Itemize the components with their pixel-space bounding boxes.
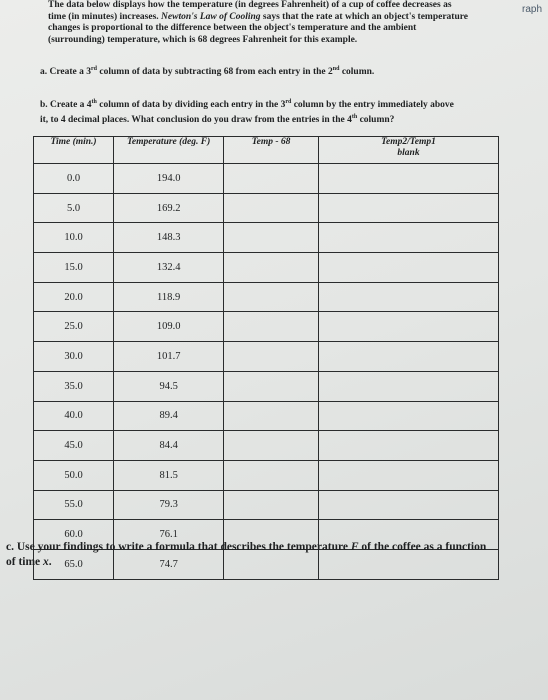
table-row [34, 223, 499, 253]
cell-time: 50.0 [34, 460, 114, 490]
part-b-sup: th [91, 99, 97, 105]
table-row [34, 371, 499, 401]
cooling-data-table [33, 136, 499, 580]
header-time: Time (min.) [34, 137, 114, 164]
cell-ratio [318, 193, 498, 223]
corner-text: raph [521, 4, 542, 15]
cell-time: 25.0 [34, 312, 114, 342]
cell-temperature: 194.0 [114, 164, 224, 194]
variable-F: F [350, 541, 359, 553]
cell-time: 40.0 [34, 401, 114, 431]
cell-time: 60.0 [34, 520, 114, 550]
cell-ratio [318, 401, 498, 431]
intro-line-3: changes is proportional to the difference between the object's temperature and the ambient [48, 23, 417, 33]
part-b-sup: th [351, 114, 358, 121]
intro-line-1: The data below displays how the temperature (in degrees Fahrenheit) of a cup of coffee decreases as [48, 0, 452, 10]
cell-temp-minus-68 [224, 490, 319, 520]
part-a-text: a. Create a 3 [40, 67, 92, 78]
cell-time: 55.0 [34, 490, 114, 520]
intro-line-4: (surrounding) temperature, which is 68 degrees Fahrenheit for this example. [48, 34, 358, 45]
variable-x: x [43, 555, 49, 568]
part-b-text: it, to [40, 115, 61, 126]
cell-ratio [318, 490, 498, 520]
header-ratio [318, 137, 498, 164]
law-name: Newton's Law of Cooling [161, 11, 261, 22]
cell-temp-minus-68 [224, 164, 319, 194]
intro-text: says that the rate at which an object's temperature [260, 11, 469, 22]
part-a-instruction [40, 66, 500, 77]
cell-temp-minus-68 [224, 282, 319, 312]
cell-time: 35.0 [34, 371, 114, 401]
cell-time: 0.0 [34, 164, 114, 194]
table-row [34, 342, 499, 372]
cell-temp-minus-68 [224, 253, 319, 283]
table-row [34, 193, 499, 223]
cell-temp-minus-68 [224, 431, 319, 461]
table-row [34, 431, 499, 461]
cell-ratio [318, 223, 498, 253]
intro-line-2 [48, 12, 508, 24]
cell-time: 30.0 [34, 342, 114, 372]
cell-ratio [318, 431, 498, 461]
cell-temp-minus-68 [224, 193, 319, 223]
header-ratio-label: Temp2/Temp1 [381, 137, 436, 147]
intro-paragraph [48, 0, 508, 46]
cell-ratio [318, 164, 498, 194]
cell-time: 45.0 [34, 431, 114, 461]
cell-temperature: 74.7 [114, 549, 224, 579]
part-b-sup: rd [285, 99, 292, 105]
cell-temperature: 169.2 [114, 193, 224, 223]
cell-temp-minus-68 [224, 312, 319, 342]
part-b-line-1 [40, 96, 510, 111]
part-b-text: . What conclusion do you draw from the entries in the 4 [126, 115, 352, 126]
part-c-text: of the coffee as a function [358, 541, 487, 553]
cell-ratio [318, 312, 498, 342]
cell-temp-minus-68 [224, 371, 319, 401]
cell-temperature: 148.3 [114, 223, 224, 253]
cell-temperature: 76.1 [114, 520, 224, 550]
cell-temperature: 132.4 [114, 253, 224, 283]
part-b-text: column of data by dividing each entry in the 3 [96, 100, 286, 111]
header-temp-minus-68: Temp - 68 [224, 137, 319, 164]
cell-ratio [318, 282, 498, 312]
cell-temp-minus-68 [224, 401, 319, 431]
cell-time: 5.0 [34, 193, 114, 223]
cell-ratio [318, 371, 498, 401]
cell-temp-minus-68 [224, 460, 319, 490]
part-b-text: column? [357, 115, 395, 126]
part-b-text: b. Create a 4 [40, 100, 92, 111]
decimal-places-emphasis: 4 decimal places [60, 115, 127, 126]
table-row [34, 253, 499, 283]
part-a-sup: rd [91, 66, 98, 72]
cell-temp-minus-68 [224, 223, 319, 253]
cell-temperature: 118.9 [114, 282, 224, 312]
cell-temperature: 109.0 [114, 312, 224, 342]
cell-ratio [318, 253, 498, 283]
part-c-line-2 [6, 555, 548, 570]
table-row [34, 460, 499, 490]
header-temperature: Temperature (deg. F) [114, 137, 224, 164]
cell-temperature: 101.7 [114, 342, 224, 372]
cell-temperature: 81.5 [114, 460, 224, 490]
cell-ratio [318, 460, 498, 490]
cell-temperature: 79.3 [114, 490, 224, 520]
cell-ratio [318, 342, 498, 372]
table-row [34, 312, 499, 342]
part-a-sup: nd [332, 66, 340, 72]
cell-temperature: 94.5 [114, 371, 224, 401]
part-b-line-2 [40, 111, 510, 126]
part-c-instruction [6, 540, 548, 569]
part-c-text: of time [6, 555, 44, 568]
intro-text: time (in minutes) increases. [48, 11, 162, 22]
table-row [34, 164, 499, 194]
part-b-text: column by the entry immediately above [291, 100, 454, 111]
cell-time: 15.0 [34, 253, 114, 283]
part-b-instruction [40, 96, 510, 126]
cell-temperature: 89.4 [114, 401, 224, 431]
cell-temp-minus-68 [224, 342, 319, 372]
part-c-text: c. Use your findings to write a formula that describes the temperature [6, 541, 351, 553]
cell-time: 20.0 [34, 282, 114, 312]
part-a-text: column. [339, 67, 375, 78]
cell-time: 10.0 [34, 223, 114, 253]
part-a-text: column of data by subtracting 68 from each entry in the 2 [97, 67, 333, 78]
cell-temperature: 84.4 [114, 431, 224, 461]
cell-time: 65.0 [34, 549, 114, 579]
table-row [34, 490, 499, 520]
table-row [34, 282, 499, 312]
part-c-line-1 [6, 540, 548, 555]
table-row [34, 401, 499, 431]
table-header-row [34, 137, 499, 164]
header-ratio-sub: blank [397, 148, 420, 158]
part-c-text: . [48, 555, 52, 568]
